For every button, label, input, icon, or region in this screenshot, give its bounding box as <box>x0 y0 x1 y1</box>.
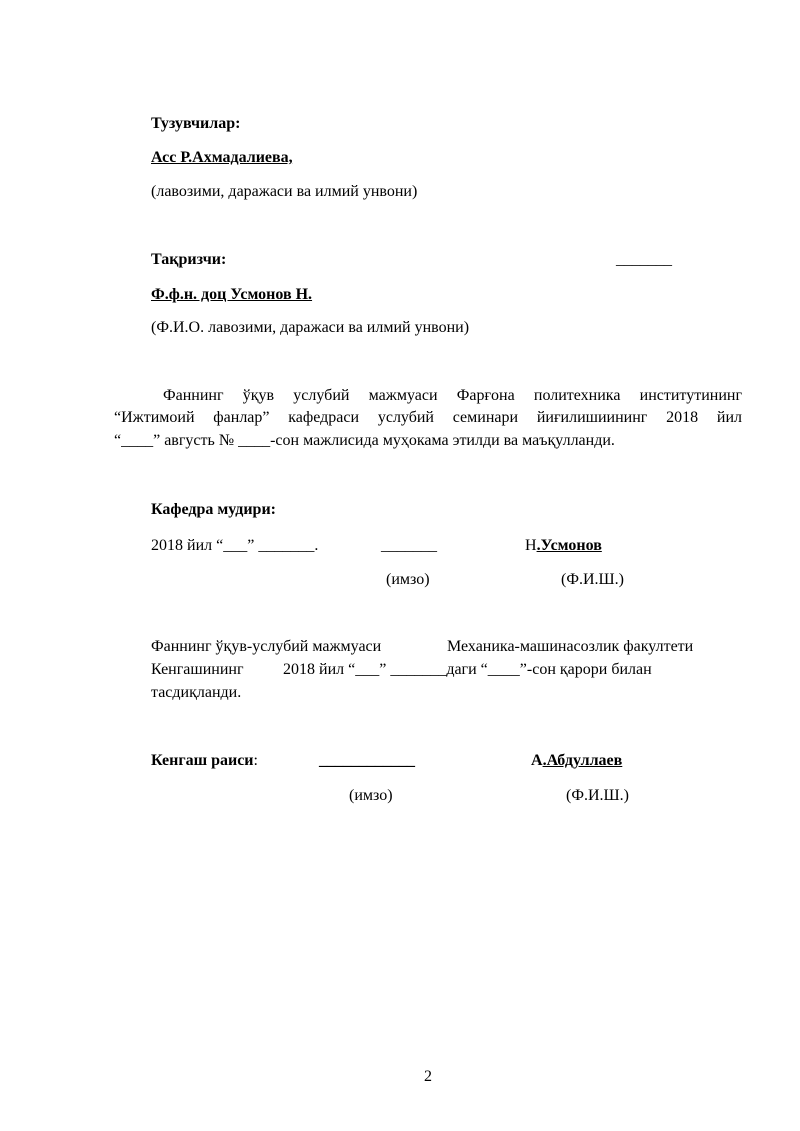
council-chair-name-main: .Абдуллаев <box>542 752 623 769</box>
department-head-name-caption: (Ф.И.Ш.) <box>561 571 624 588</box>
council-chair-heading: Кенгаш раиси <box>151 752 254 769</box>
approval-line-1a: Фаннинг ўқув-услубий мажмуаси <box>151 638 382 655</box>
department-head-name-main: .Усмонов <box>536 537 602 554</box>
reviewer-heading: Тақризчи: <box>151 251 227 268</box>
department-head-signature-line: _______ <box>381 537 437 554</box>
department-head-signature-caption: (имзо) <box>386 571 430 588</box>
discussion-line-1: Фаннинг ўқув услубий мажмуаси Фарғона политехника институтининг <box>163 387 742 404</box>
council-chair-signature-caption: (имзо) <box>349 787 393 804</box>
council-chair-name <box>531 750 622 772</box>
council-chair-name-caption: (Ф.И.Ш.) <box>566 787 629 804</box>
reviewer-signature-line: _______ <box>616 251 672 268</box>
discussion-line-3: “____” августь № ____-сон мажлисида муҳокама этилди ва маъқулланди. <box>114 432 615 449</box>
department-head-name <box>525 535 602 557</box>
compiler-name: Асс Р.Ахмадалиева, <box>151 149 293 166</box>
approval-line-2b: 2018 йил “___” _______даги “____”-сон қарори билан <box>283 661 652 678</box>
department-head-date: 2018 йил “___” _______. <box>151 537 319 554</box>
department-head-heading: Кафедра мудири: <box>151 501 276 518</box>
council-chair-heading-wrap <box>151 750 258 772</box>
approval-line-2a: Кенгашининг <box>151 661 244 678</box>
page-number: 2 <box>424 1068 432 1085</box>
council-chair-name-prefix: А <box>531 752 543 769</box>
council-chair-signature-line: ____________ <box>319 752 415 769</box>
discussion-line-2: “Ижтимоий фанлар” кафедраси услубий семинари йиғилишиининг 2018 йил <box>114 409 742 426</box>
compilers-heading: Тузувчилар: <box>151 115 241 132</box>
reviewer-name: Ф.ф.н. доц Усмонов Н. <box>151 286 313 303</box>
department-head-name-prefix: Н <box>525 537 537 554</box>
approval-line-3: тасдиқланди. <box>151 684 242 701</box>
compiler-description: (лавозими, даражаси ва илмий унвони) <box>151 183 418 200</box>
reviewer-description: (Ф.И.О. лавозими, даражаси ва илмий унвони) <box>151 319 470 336</box>
council-chair-colon: : <box>253 752 258 769</box>
approval-line-1b: Механика-машинасозлик факултети <box>447 638 694 655</box>
